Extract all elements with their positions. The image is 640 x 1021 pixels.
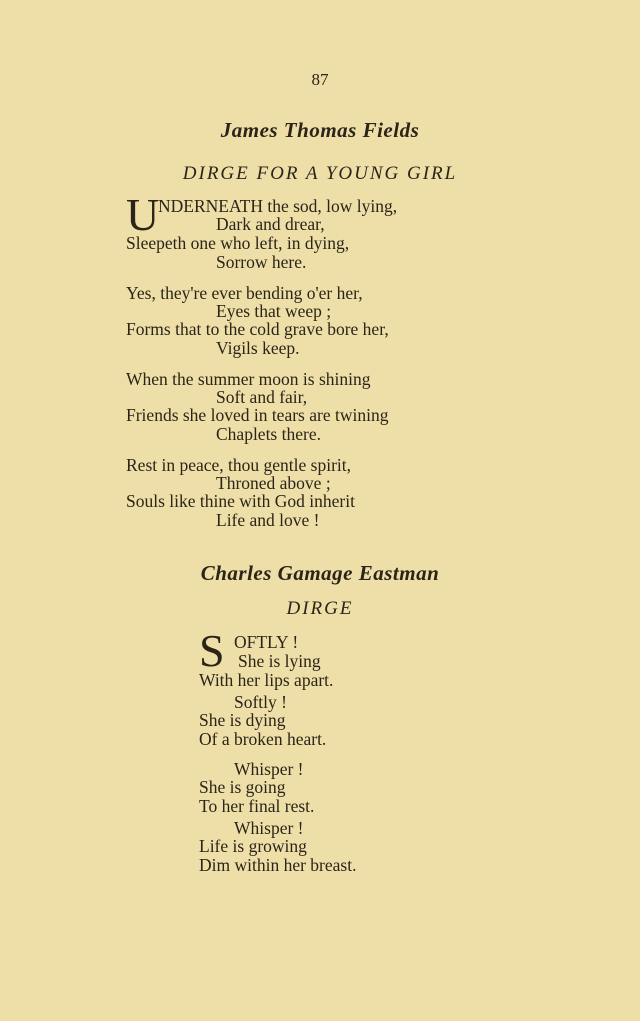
poem2-line: To her final rest. <box>199 796 315 816</box>
poem2-line: Whisper ! <box>234 818 304 838</box>
poem2-line: She is lying <box>238 651 321 671</box>
poem2-line: Softly ! <box>234 692 287 712</box>
poem1-line: Life and love ! <box>216 510 320 530</box>
poem1-line: When the summer moon is shining <box>126 369 371 389</box>
poem2-title: DIRGE <box>286 598 354 619</box>
poem1-line: Vigils keep. <box>216 338 300 358</box>
poem1-line: Soft and fair, <box>216 387 308 407</box>
poem2-line: Of a broken heart. <box>199 729 327 749</box>
poem2-author: Charles Gamage Eastman <box>200 561 440 585</box>
poem1-dropcap: U <box>126 189 160 240</box>
poem2-line: She is going <box>199 777 286 797</box>
poem2-line: Life is growing <box>199 836 307 856</box>
poem2-line: With her lips apart. <box>199 670 334 690</box>
poem1-title: DIRGE FOR A YOUNG GIRL <box>182 163 458 184</box>
poem1-line: Chaplets there. <box>216 424 321 444</box>
poem1-line: Sorrow here. <box>216 252 307 272</box>
poem2-line: Dim within her breast. <box>199 855 357 875</box>
poem1-author: James Thomas Fields <box>220 118 420 142</box>
poem1-line: Yes, they're ever bending o'er her, <box>126 283 363 303</box>
poem1-line: Eyes that weep ; <box>216 301 332 321</box>
poem1-line: NDERNEATH the sod, low lying, <box>158 196 398 216</box>
poem2-dropcap: S <box>199 625 225 676</box>
poem1-line: Sleepeth one who left, in dying, <box>126 233 350 253</box>
poem2-line: She is dying <box>199 710 286 730</box>
poem1-line: Dark and drear, <box>216 214 325 234</box>
page-number: 87 <box>311 70 329 89</box>
poem2-line: OFTLY ! <box>234 632 299 652</box>
poem1-line: Souls like thine with God inherit <box>126 491 355 511</box>
poem1-line: Throned above ; <box>216 473 331 493</box>
poem2-line: Whisper ! <box>234 759 304 779</box>
poem1-line: Rest in peace, thou gentle spirit, <box>126 455 352 475</box>
poem1-line: Friends she loved in tears are twining <box>126 405 389 425</box>
poem1-line: Forms that to the cold grave bore her, <box>126 319 389 339</box>
